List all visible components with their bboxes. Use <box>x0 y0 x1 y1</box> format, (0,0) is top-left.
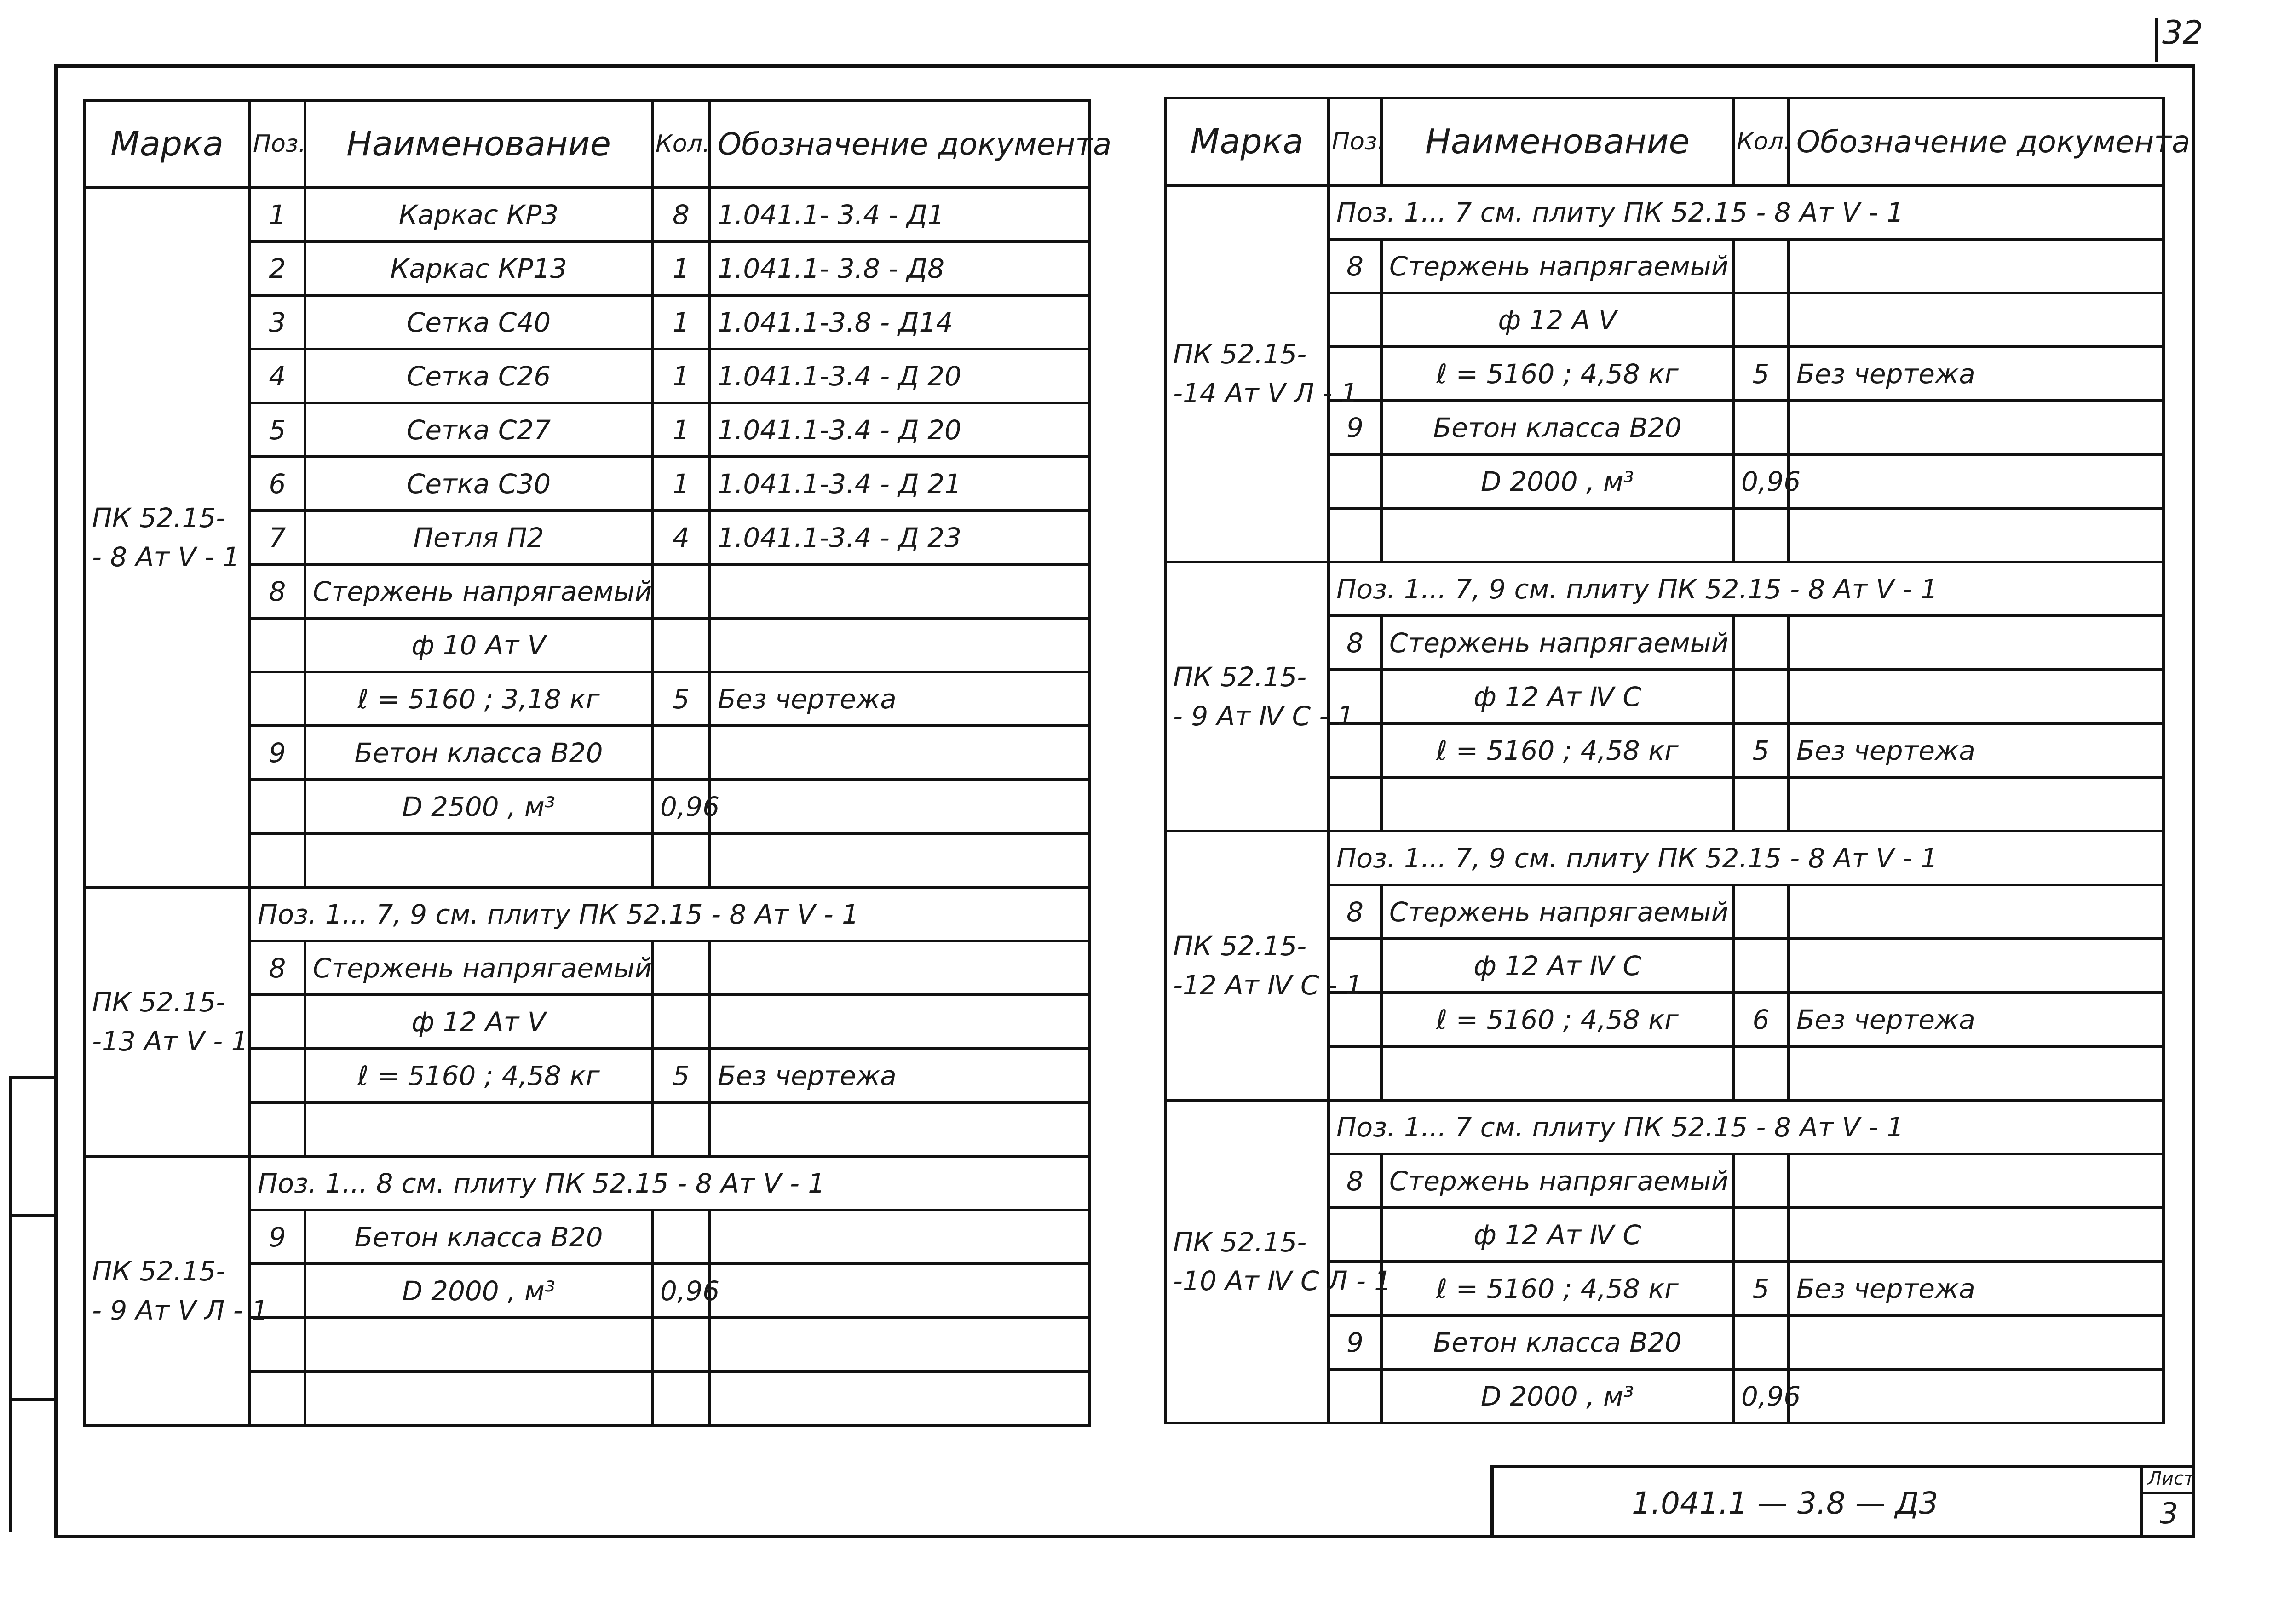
qty-cell <box>1733 1208 1789 1262</box>
marka-cell <box>1165 185 1358 562</box>
name-cell: Сетка С27 <box>305 403 652 457</box>
doc-cell <box>710 780 1089 833</box>
name-cell: ф 12 Ат Ⅳ С <box>1381 1208 1733 1262</box>
span-row <box>1165 562 2163 616</box>
name-cell: Стержень напрягаемый <box>305 564 652 618</box>
pos-cell <box>1329 1208 1381 1262</box>
binding-tick <box>9 1398 54 1401</box>
doc-cell <box>1789 1369 2163 1423</box>
name-cell: Каркас КР13 <box>305 241 652 295</box>
qty-cell <box>1733 1046 1789 1100</box>
doc-cell <box>710 941 1089 995</box>
doc-cell <box>710 1264 1089 1318</box>
qty-cell: 5 <box>652 1049 710 1102</box>
name-cell: ℓ = 5160 ; 4,58 кг <box>1381 993 1733 1046</box>
name-cell: D 2000 , м³ <box>1381 454 1733 508</box>
doc-cell: 1.041.1-3.4 - Д 20 <box>710 403 1089 457</box>
pos-cell <box>250 780 305 833</box>
pos-cell: 3 <box>250 295 305 349</box>
marka-line: -12 Ат Ⅳ С - 1 <box>1173 969 1363 1001</box>
name-cell: D 2500 , м³ <box>305 780 652 833</box>
doc-cell: 1.041.1-3.4 - Д 21 <box>710 457 1089 511</box>
pos-cell <box>250 672 305 726</box>
name-cell <box>305 1318 652 1372</box>
pos-cell: 5 <box>250 403 305 457</box>
doc-cell <box>1789 616 2163 670</box>
doc-cell <box>1789 939 2163 993</box>
table-header-row <box>84 100 1089 188</box>
name-cell: Стержень напрягаемый <box>1381 239 1733 293</box>
doc-cell: Без чертежа <box>1789 993 2163 1046</box>
qty-cell <box>1733 777 1789 831</box>
qty-cell: 5 <box>1733 723 1789 777</box>
pos-cell: 7 <box>250 511 305 564</box>
span-note: Поз. 1... 7 см. плиту ПК 52.15 - 8 Ат Ⅴ - 1 <box>1329 1100 2163 1154</box>
col-header-pos: Поз. <box>1329 98 1381 185</box>
span-row <box>1165 185 2163 239</box>
binding-line <box>9 1076 12 1532</box>
pos-cell: 8 <box>1329 1154 1381 1208</box>
doc-cell <box>710 1102 1089 1156</box>
qty-cell: 6 <box>1733 993 1789 1046</box>
qty-cell: 1 <box>652 295 710 349</box>
span-note: Поз. 1... 8 см. плиту ПК 52.15 - 8 Ат Ⅴ - 1 <box>250 1156 1089 1210</box>
pos-cell: 9 <box>250 1210 305 1264</box>
binding-tick <box>9 1076 54 1079</box>
qty-cell: 4 <box>652 511 710 564</box>
col-header-doc: Обозначение документа <box>710 100 1089 188</box>
left-spec-table <box>83 99 1112 1427</box>
name-cell <box>1381 1046 1733 1100</box>
pos-cell <box>250 1372 305 1425</box>
qty-cell <box>1733 508 1789 562</box>
marka-cell <box>84 887 250 1156</box>
doc-cell <box>710 1372 1089 1425</box>
doc-cell <box>1789 1208 2163 1262</box>
name-cell: Стержень напрягаемый <box>305 941 652 995</box>
span-note: Поз. 1... 7, 9 см. плиту ПК 52.15 - 8 Ат Ⅴ - 1 <box>250 887 1089 941</box>
pos-cell: 9 <box>1329 401 1381 454</box>
doc-cell <box>710 564 1089 618</box>
doc-cell: 1.041.1- 3.8 - Д8 <box>710 241 1089 295</box>
qty-cell <box>1733 239 1789 293</box>
col-header-doc: Обозначение документа <box>1789 98 2163 185</box>
binding-tick <box>9 1214 54 1217</box>
marka-line: -13 Ат Ⅴ - 1 <box>92 1025 248 1057</box>
qty-cell <box>652 1102 710 1156</box>
pos-cell <box>1329 777 1381 831</box>
qty-cell <box>1733 670 1789 723</box>
name-cell: ℓ = 5160 ; 4,58 кг <box>1381 1262 1733 1315</box>
name-cell: Стержень напрягаемый <box>1381 616 1733 670</box>
doc-cell <box>710 995 1089 1049</box>
title-block <box>1490 1465 2195 1538</box>
pos-cell <box>250 1102 305 1156</box>
qty-cell: 1 <box>652 241 710 295</box>
qty-cell: 5 <box>1733 347 1789 401</box>
doc-cell <box>1789 1046 2163 1100</box>
col-header-name: Наименование <box>1381 98 1733 185</box>
marka-cell <box>84 188 250 887</box>
doc-cell <box>1789 293 2163 347</box>
name-cell: Стержень напрягаемый <box>1381 885 1733 939</box>
qty-cell <box>652 1372 710 1425</box>
pos-cell: 9 <box>1329 1315 1381 1369</box>
pos-cell <box>1329 1046 1381 1100</box>
marka-line: ПК 52.15- <box>92 1256 226 1287</box>
name-cell <box>305 1102 652 1156</box>
sheet-cell <box>2140 1468 2195 1535</box>
pos-cell <box>1329 454 1381 508</box>
name-cell: ℓ = 5160 ; 4,58 кг <box>1381 347 1733 401</box>
qty-cell <box>1733 1315 1789 1369</box>
name-cell: Бетон класса В20 <box>305 726 652 780</box>
qty-cell <box>652 1210 710 1264</box>
name-cell <box>305 1372 652 1425</box>
doc-cell <box>710 1210 1089 1264</box>
pos-cell <box>1329 293 1381 347</box>
doc-cell: 1.041.1-3.4 - Д 23 <box>710 511 1089 564</box>
qty-cell <box>1733 401 1789 454</box>
doc-cell <box>1789 454 2163 508</box>
name-cell: Петля П2 <box>305 511 652 564</box>
marka-line: ПК 52.15- <box>1173 1226 1307 1258</box>
name-cell: Сетка С40 <box>305 295 652 349</box>
marka-line: ПК 52.15- <box>92 987 226 1018</box>
name-cell: Бетон класса В20 <box>1381 401 1733 454</box>
col-header-pos: Поз. <box>250 100 305 188</box>
qty-cell: 8 <box>652 188 710 241</box>
marka-cell <box>84 1156 269 1425</box>
name-cell: Бетон класса В20 <box>305 1210 652 1264</box>
span-note: Поз. 1... 7, 9 см. плиту ПК 52.15 - 8 Ат Ⅴ - 1 <box>1329 562 2163 616</box>
pos-cell <box>250 995 305 1049</box>
qty-cell: 0,96 <box>652 1264 710 1318</box>
span-row <box>1165 1100 2163 1154</box>
qty-cell <box>1733 293 1789 347</box>
doc-cell <box>1789 777 2163 831</box>
marka-line: ПК 52.15- <box>1173 661 1307 693</box>
pos-cell <box>1329 1369 1381 1423</box>
name-cell <box>1381 508 1733 562</box>
col-header-qty: Кол. <box>652 100 710 188</box>
qty-cell: 5 <box>1733 1262 1789 1315</box>
doc-cell <box>710 726 1089 780</box>
marka-line: ПК 52.15- <box>1173 930 1307 962</box>
name-cell: ф 10 Ат Ⅴ <box>305 618 652 672</box>
doc-cell: 1.041.1-3.8 - Д14 <box>710 295 1089 349</box>
marka-line: ПК 52.15- <box>92 502 226 534</box>
qty-cell <box>1733 939 1789 993</box>
pos-cell: 8 <box>250 564 305 618</box>
span-note: Поз. 1... 7, 9 см. плиту ПК 52.15 - 8 Ат Ⅴ - 1 <box>1329 831 2163 885</box>
doc-cell <box>710 1318 1089 1372</box>
marka-line: ПК 52.15- <box>1173 339 1307 370</box>
qty-cell: 1 <box>652 349 710 403</box>
page-number-mark <box>2155 18 2158 62</box>
marka-line: - 9 Ат Ⅳ С - 1 <box>1173 700 1354 732</box>
table-row <box>84 188 1089 241</box>
marka-line: - 9 Ат Ⅴ Л - 1 <box>92 1294 269 1326</box>
doc-cell: Без чертежа <box>1789 1262 2163 1315</box>
col-header-marka: Марка <box>1165 98 1329 185</box>
qty-cell: 0,96 <box>652 780 710 833</box>
qty-cell: 0,96 <box>1733 454 1789 508</box>
marka-line: -14 Ат Ⅴ Л - 1 <box>1173 377 1358 409</box>
name-cell: ℓ = 5160 ; 4,58 кг <box>305 1049 652 1102</box>
qty-cell <box>1733 885 1789 939</box>
doc-cell <box>1789 1154 2163 1208</box>
name-cell: ℓ = 5160 ; 3,18 кг <box>305 672 652 726</box>
name-cell: Стержень напрягаемый <box>1381 1154 1733 1208</box>
span-note: Поз. 1... 7 см. плиту ПК 52.15 - 8 Ат Ⅴ - 1 <box>1329 185 2163 239</box>
sheet-number: 3 <box>2160 1497 2178 1530</box>
doc-cell <box>1789 239 2163 293</box>
pos-cell <box>250 1049 305 1102</box>
doc-cell: 1.041.1-3.4 - Д 20 <box>710 349 1089 403</box>
col-header-name: Наименование <box>305 100 652 188</box>
span-row <box>84 887 1089 941</box>
table-header-row <box>1165 98 2163 185</box>
doc-cell <box>1789 670 2163 723</box>
name-cell: Сетка С26 <box>305 349 652 403</box>
doc-cell: Без чертежа <box>710 1049 1089 1102</box>
qty-cell <box>652 564 710 618</box>
name-cell: Сетка С30 <box>305 457 652 511</box>
pos-cell <box>250 833 305 887</box>
pos-cell: 2 <box>250 241 305 295</box>
pos-cell: 8 <box>1329 239 1381 293</box>
qty-cell <box>652 1318 710 1372</box>
pos-cell: 8 <box>250 941 305 995</box>
marka-cell <box>1165 831 1363 1100</box>
doc-cell: Без чертежа <box>1789 347 2163 401</box>
marka-line: - 8 Ат Ⅴ - 1 <box>92 541 240 573</box>
doc-cell <box>1789 401 2163 454</box>
marka-cell <box>1165 1100 1392 1423</box>
qty-cell <box>1733 616 1789 670</box>
pos-cell <box>250 618 305 672</box>
right-spec-table <box>1164 97 2191 1424</box>
col-header-qty: Кол. <box>1733 98 1789 185</box>
qty-cell <box>652 941 710 995</box>
qty-cell <box>652 618 710 672</box>
doc-cell <box>710 618 1089 672</box>
name-cell: ф 12 А Ⅴ <box>1381 293 1733 347</box>
doc-cell <box>1789 885 2163 939</box>
name-cell <box>1381 777 1733 831</box>
qty-cell: 5 <box>652 672 710 726</box>
doc-cell: 1.041.1- 3.4 - Д1 <box>710 188 1089 241</box>
col-header-marka: Марка <box>84 100 250 188</box>
qty-cell: 1 <box>652 403 710 457</box>
name-cell: ℓ = 5160 ; 4,58 кг <box>1381 723 1733 777</box>
name-cell: Бетон класса В20 <box>1381 1315 1733 1369</box>
qty-cell <box>1733 1154 1789 1208</box>
name-cell <box>305 833 652 887</box>
pos-cell: 8 <box>1329 616 1381 670</box>
qty-cell <box>652 995 710 1049</box>
qty-cell: 0,96 <box>1733 1369 1789 1423</box>
page-number: 32 <box>2162 14 2204 52</box>
span-row <box>84 1156 1089 1210</box>
marka-cell <box>1165 562 1354 831</box>
qty-cell: 1 <box>652 457 710 511</box>
qty-cell <box>652 726 710 780</box>
name-cell: ф 12 Ат Ⅴ <box>305 995 652 1049</box>
pos-cell: 4 <box>250 349 305 403</box>
pos-cell: 8 <box>1329 885 1381 939</box>
pos-cell <box>1329 508 1381 562</box>
pos-cell: 1 <box>250 188 305 241</box>
name-cell: D 2000 , м³ <box>305 1264 652 1318</box>
document-designation: 1.041.1 — 3.8 — Д3 <box>1632 1486 1939 1521</box>
doc-cell: Без чертежа <box>710 672 1089 726</box>
pos-cell: 6 <box>250 457 305 511</box>
qty-cell <box>652 833 710 887</box>
name-cell: D 2000 , м³ <box>1381 1369 1733 1423</box>
sheet-divider <box>2143 1492 2195 1494</box>
name-cell: Каркас КР3 <box>305 188 652 241</box>
name-cell: ф 12 Ат Ⅳ С <box>1381 939 1733 993</box>
doc-cell <box>710 833 1089 887</box>
pos-cell: 9 <box>250 726 305 780</box>
doc-cell: Без чертежа <box>1789 723 2163 777</box>
sheet-label: Лист <box>2148 1468 2195 1489</box>
doc-cell <box>1789 508 2163 562</box>
doc-cell <box>1789 1315 2163 1369</box>
name-cell: ф 12 Ат Ⅳ С <box>1381 670 1733 723</box>
span-row <box>1165 831 2163 885</box>
marka-line: -10 Ат Ⅳ С Л - 1 <box>1173 1265 1392 1297</box>
